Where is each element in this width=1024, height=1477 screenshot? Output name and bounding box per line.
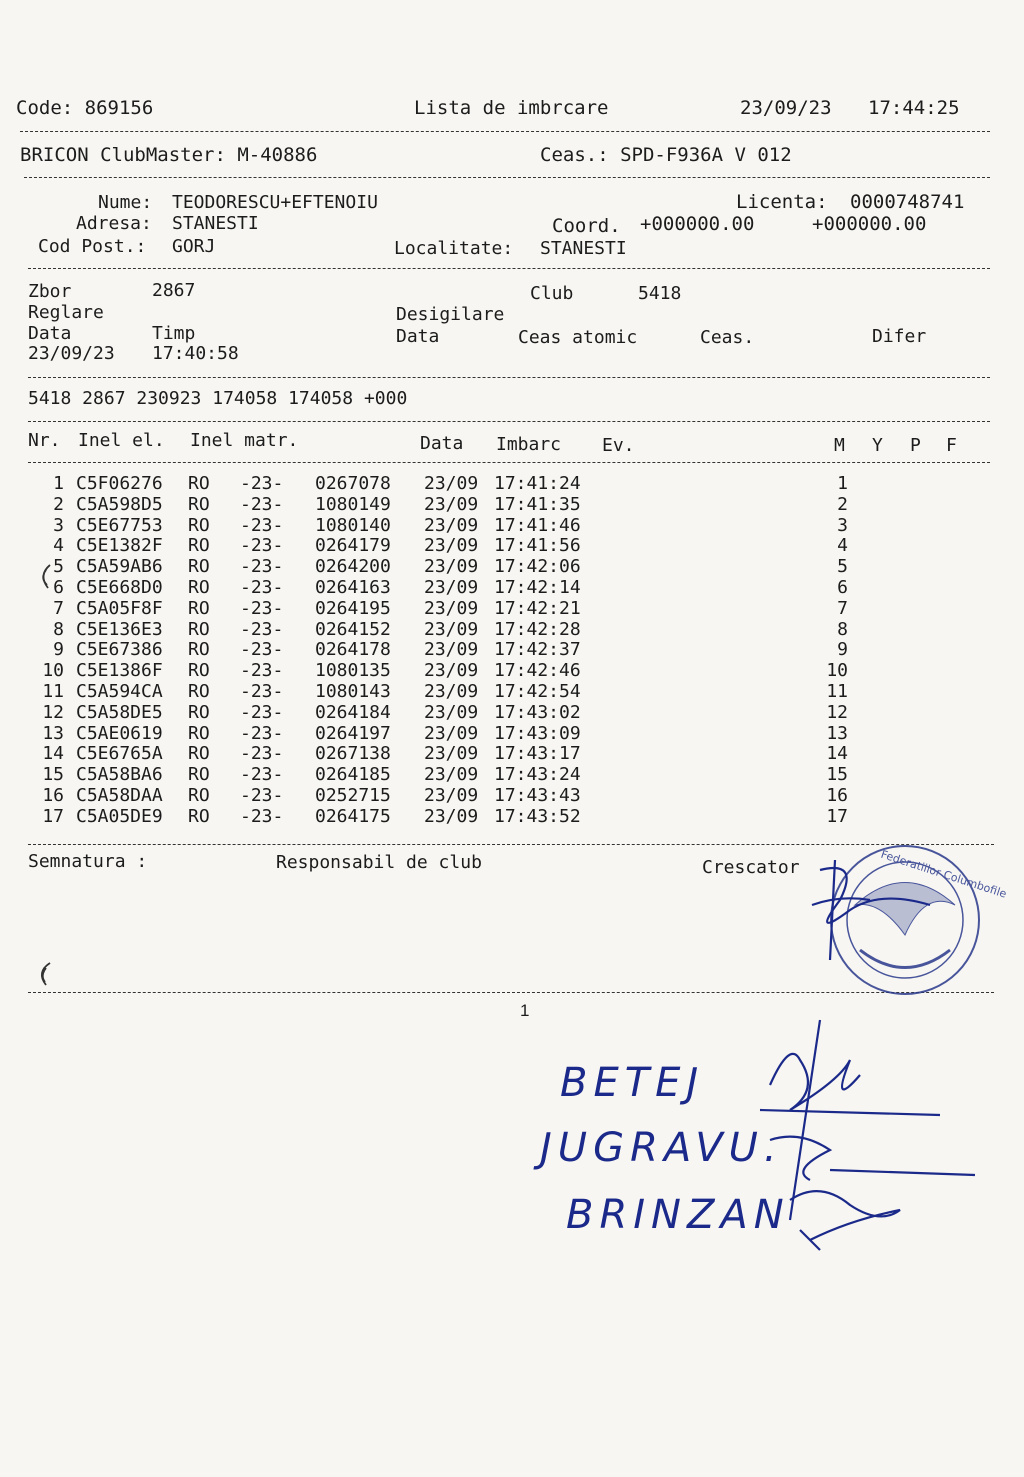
handwritten-signatures — [760, 1020, 975, 1250]
row-number: 6 — [53, 576, 64, 598]
ring-year: -23- — [240, 784, 284, 806]
country-code: RO — [188, 514, 210, 536]
clocking-date: 23/09 — [424, 618, 479, 640]
document-title: Lista de imbrcare — [414, 97, 609, 119]
code: Code: 869156 — [16, 97, 154, 119]
ring-number: 0264178 — [315, 639, 391, 661]
handwritten-name-3: BRINZAN — [566, 1192, 790, 1238]
m-position: 17 — [826, 805, 848, 827]
desigilare-data-label: Data — [396, 326, 440, 347]
adresa-value: STANESTI — [172, 213, 259, 234]
ring-number: 0264200 — [315, 556, 391, 578]
club-stamp — [831, 846, 1008, 994]
licenta-label: Licenta: — [736, 191, 828, 213]
semnatura-label: Semnatura : — [28, 851, 148, 872]
electronic-ring: C5AE0619 — [76, 722, 163, 744]
clocking-date: 23/09 — [424, 784, 479, 806]
clocking-time: 17:41:24 — [494, 473, 581, 494]
clocking-date: 23/09 — [424, 473, 479, 494]
flight-code-line: 5418 2867 230923 174058 174058 +000 — [28, 388, 408, 409]
country-code: RO — [188, 805, 210, 827]
clocking-time: 17:42:06 — [494, 556, 581, 578]
country-code: RO — [188, 660, 210, 682]
adresa-label: Adresa: — [76, 213, 152, 234]
row-number: 2 — [53, 493, 64, 515]
ring-number: 0264179 — [315, 535, 391, 557]
ring-year: -23- — [240, 473, 284, 494]
electronic-ring: C5F06276 — [76, 473, 163, 494]
difer-label: Difer — [872, 326, 927, 347]
crescator-label: Crescator — [702, 857, 800, 878]
header-inel-el: Inel el. — [78, 430, 165, 451]
ring-number: 0267078 — [315, 473, 391, 494]
country-code: RO — [188, 764, 210, 786]
ring-year: -23- — [240, 680, 284, 702]
clocking-time: 17:43:09 — [494, 722, 581, 744]
reglare-timp: 17:40:58 — [152, 343, 239, 364]
row-number: 5 — [53, 556, 64, 578]
electronic-ring: C5E1382F — [76, 535, 163, 557]
header-p: P — [910, 435, 921, 456]
ring-number: 0267138 — [315, 743, 391, 765]
m-position: 5 — [837, 556, 848, 578]
clocking-time: 17:42:54 — [494, 680, 581, 702]
header-f: F — [946, 435, 957, 456]
nume-label: Nume: — [98, 192, 153, 213]
header-imbarc: Imbarc — [496, 434, 562, 455]
electronic-ring: C5A58BA6 — [76, 764, 163, 786]
clocking-time: 17:43:43 — [494, 784, 581, 806]
electronic-ring: C5E6765A — [76, 743, 163, 765]
row-number: 7 — [53, 597, 64, 619]
electronic-ring: C5A58DAA — [76, 784, 163, 806]
row-number: 10 — [42, 660, 64, 682]
ring-number: 1080143 — [315, 680, 391, 702]
country-code: RO — [188, 597, 210, 619]
row-number: 4 — [53, 535, 64, 557]
electronic-ring: C5A05DE9 — [76, 805, 163, 827]
ring-year: -23- — [240, 764, 284, 786]
m-position: 16 — [826, 784, 848, 806]
country-code: RO — [188, 473, 210, 494]
ring-number: 0264152 — [315, 618, 391, 640]
localitate-label: Localitate: — [394, 238, 514, 259]
ring-year: -23- — [240, 514, 284, 536]
row-number: 8 — [53, 618, 64, 640]
country-code: RO — [188, 618, 210, 640]
m-position: 2 — [837, 493, 848, 515]
page-number: 1 — [520, 1001, 530, 1020]
row-number: 15 — [42, 764, 64, 786]
zbor-value: 2867 — [152, 280, 196, 301]
header-inel-matr: Inel matr. — [190, 430, 299, 451]
country-code: RO — [188, 556, 210, 578]
zbor-label: Zbor — [28, 281, 72, 302]
row-number: 13 — [42, 722, 64, 744]
electronic-ring: C5A594CA — [76, 680, 163, 702]
clocking-date: 23/09 — [424, 493, 479, 515]
clocking-time: 17:43:24 — [494, 764, 581, 786]
clocking-date: 23/09 — [424, 805, 479, 827]
electronic-ring: C5A59AB6 — [76, 556, 163, 578]
data-label: Data — [28, 323, 72, 344]
row-number: 12 — [42, 701, 64, 723]
clocking-time: 17:42:14 — [494, 576, 581, 598]
ring-year: -23- — [240, 576, 284, 598]
ring-number: 0264184 — [315, 701, 391, 723]
m-position: 14 — [826, 743, 848, 765]
clocking-date: 23/09 — [424, 743, 479, 765]
ring-year: -23- — [240, 618, 284, 640]
ring-year: -23- — [240, 722, 284, 744]
licenta-value: 0000748741 — [850, 191, 965, 213]
m-position: 9 — [837, 639, 848, 661]
header-data: Data — [420, 433, 464, 454]
row-number: 14 — [42, 743, 64, 765]
ring-number: 0252715 — [315, 784, 391, 806]
clocking-time: 17:41:35 — [494, 493, 581, 515]
m-position: 3 — [837, 514, 848, 536]
country-code: RO — [188, 680, 210, 702]
row-number: 17 — [42, 805, 64, 827]
country-code: RO — [188, 535, 210, 557]
m-position: 12 — [826, 701, 848, 723]
electronic-ring: C5A598D5 — [76, 493, 163, 515]
ceas-label: Ceas. — [700, 327, 755, 348]
country-code: RO — [188, 701, 210, 723]
clocking-time: 17:42:46 — [494, 660, 581, 682]
clocking-time: 17:41:56 — [494, 535, 581, 557]
print-time: 17:44:25 — [868, 97, 960, 119]
m-position: 8 — [837, 618, 848, 640]
electronic-ring: C5E668D0 — [76, 576, 163, 598]
clocking-time: 17:43:02 — [494, 701, 581, 723]
club-master-system: BRICON ClubMaster: M-40886 — [20, 144, 318, 166]
coord-x: +000000.00 — [640, 213, 755, 235]
clocking-date: 23/09 — [424, 701, 479, 723]
m-position: 11 — [826, 680, 848, 702]
coord-label: Coord. — [552, 215, 621, 237]
row-number: 9 — [53, 639, 64, 661]
clocking-time: 17:43:52 — [494, 805, 581, 827]
clocking-time: 17:41:46 — [494, 514, 581, 536]
timp-label: Timp — [152, 323, 196, 344]
club-label: Club — [530, 283, 574, 304]
row-number: 16 — [42, 784, 64, 806]
m-position: 10 — [826, 660, 848, 682]
ring-number: 0264195 — [315, 597, 391, 619]
codpost-label: Cod Post.: — [38, 236, 147, 257]
ring-year: -23- — [240, 660, 284, 682]
localitate-value: STANESTI — [540, 238, 627, 259]
clocking-date: 23/09 — [424, 535, 479, 557]
electronic-ring: C5E136E3 — [76, 618, 163, 640]
clocking-time: 17:42:28 — [494, 618, 581, 640]
desigilare-label: Desigilare — [396, 304, 505, 325]
country-code: RO — [188, 784, 210, 806]
ring-year: -23- — [240, 493, 284, 515]
electronic-ring: C5A05F8F — [76, 597, 163, 619]
header-nr: Nr. — [28, 430, 61, 451]
electronic-ring: C5E1386F — [76, 660, 163, 682]
handwritten-name-1: BETEJ — [560, 1060, 705, 1106]
responsabil-label: Responsabil de club — [276, 852, 482, 873]
reglare-label: Reglare — [28, 302, 104, 323]
clock-id: Ceas.: SPD-F936A V 012 — [540, 144, 792, 166]
clocking-date: 23/09 — [424, 680, 479, 702]
ring-year: -23- — [240, 743, 284, 765]
country-code: RO — [188, 639, 210, 661]
row-number: 11 — [42, 680, 64, 702]
clocking-time: 17:42:37 — [494, 639, 581, 661]
clocking-date: 23/09 — [424, 764, 479, 786]
ring-number: 1080135 — [315, 660, 391, 682]
country-code: RO — [188, 743, 210, 765]
codpost-value: GORJ — [172, 236, 216, 257]
ring-year: -23- — [240, 805, 284, 827]
country-code: RO — [188, 493, 210, 515]
row-number: 3 — [53, 514, 64, 536]
ring-number: 0264163 — [315, 576, 391, 598]
punch-mark — [42, 565, 50, 985]
owner-name: TEODORESCU+EFTENOIU — [172, 192, 378, 213]
country-code: RO — [188, 576, 210, 598]
m-position: 15 — [826, 764, 848, 786]
reglare-data: 23/09/23 — [28, 343, 115, 364]
clocking-date: 23/09 — [424, 576, 479, 598]
m-position: 7 — [837, 597, 848, 619]
svg-text:Federatiilor Columbofile: Federatiilor Columbofile — [879, 847, 1009, 901]
ring-number: 0264197 — [315, 722, 391, 744]
ring-year: -23- — [240, 701, 284, 723]
clocking-time: 17:43:17 — [494, 743, 581, 765]
m-position: 1 — [837, 473, 848, 494]
header-y: Y — [872, 435, 883, 456]
clocking-date: 23/09 — [424, 639, 479, 661]
coord-y: +000000.00 — [812, 213, 927, 235]
row-number: 1 — [53, 473, 64, 494]
ring-number: 1080149 — [315, 493, 391, 515]
country-code: RO — [188, 722, 210, 744]
m-position: 13 — [826, 722, 848, 744]
electronic-ring: C5A58DE5 — [76, 701, 163, 723]
clocking-date: 23/09 — [424, 660, 479, 682]
clocking-time: 17:42:21 — [494, 597, 581, 619]
ring-number: 0264175 — [315, 805, 391, 827]
m-position: 6 — [837, 576, 848, 598]
electronic-ring: C5E67386 — [76, 639, 163, 661]
header-m: M — [834, 435, 845, 456]
ring-year: -23- — [240, 556, 284, 578]
clocking-date: 23/09 — [424, 597, 479, 619]
print-date: 23/09/23 — [740, 97, 832, 119]
clocking-date: 23/09 — [424, 556, 479, 578]
ring-year: -23- — [240, 639, 284, 661]
ring-year: -23- — [240, 535, 284, 557]
handwritten-name-2: JUGRAVU. — [540, 1125, 783, 1171]
header-ev: Ev. — [602, 435, 635, 456]
ring-number: 1080140 — [315, 514, 391, 536]
clocking-date: 23/09 — [424, 722, 479, 744]
ring-number: 0264185 — [315, 764, 391, 786]
ceas-atomic-label: Ceas atomic — [518, 327, 638, 348]
ring-year: -23- — [240, 597, 284, 619]
club-value: 5418 — [638, 283, 682, 304]
m-position: 4 — [837, 535, 848, 557]
clocking-date: 23/09 — [424, 514, 479, 536]
electronic-ring: C5E67753 — [76, 514, 163, 536]
